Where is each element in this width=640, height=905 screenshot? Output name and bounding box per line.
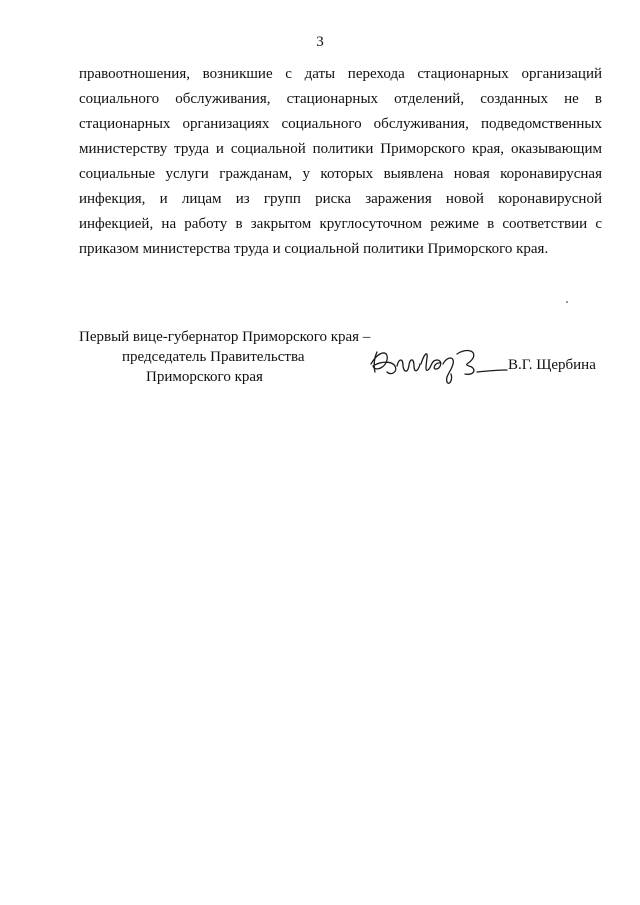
position-line: Приморского края xyxy=(146,369,263,385)
handwritten-signature xyxy=(365,342,515,390)
position-line: Первый вице-губернатор Приморского края – xyxy=(79,329,371,345)
paragraph-line: социального обслуживания, стационарных отделений, созданных не в xyxy=(79,91,602,107)
signer-name: В.Г. Щербина xyxy=(508,357,596,373)
paragraph-line: социальные услуги гражданам, у которых выявлена новая коронавирусная xyxy=(79,166,602,182)
page-number: 3 xyxy=(316,34,324,50)
paragraph-line: инфекция, и лицам из групп риска заражения новой коронавирусной xyxy=(79,191,602,207)
paragraph-line: стационарных организациях социального обслуживания, подведомственных xyxy=(79,116,602,132)
paragraph-line: правоотношения, возникшие с даты перехода стационарных организаций xyxy=(79,66,602,82)
scan-artifact xyxy=(566,301,568,303)
signatory-position xyxy=(79,327,370,387)
paragraph-line: министерству труда и социальной политики Приморского края, оказывающим xyxy=(79,141,602,157)
position-line: председатель Правительства xyxy=(122,349,305,365)
body-paragraph xyxy=(79,62,602,262)
paragraph-line: приказом министерства труда и социальной политики Приморского края. xyxy=(79,241,549,257)
paragraph-line: инфекцией, на работу в закрытом круглосуточном режиме в соответствии с xyxy=(79,216,602,232)
